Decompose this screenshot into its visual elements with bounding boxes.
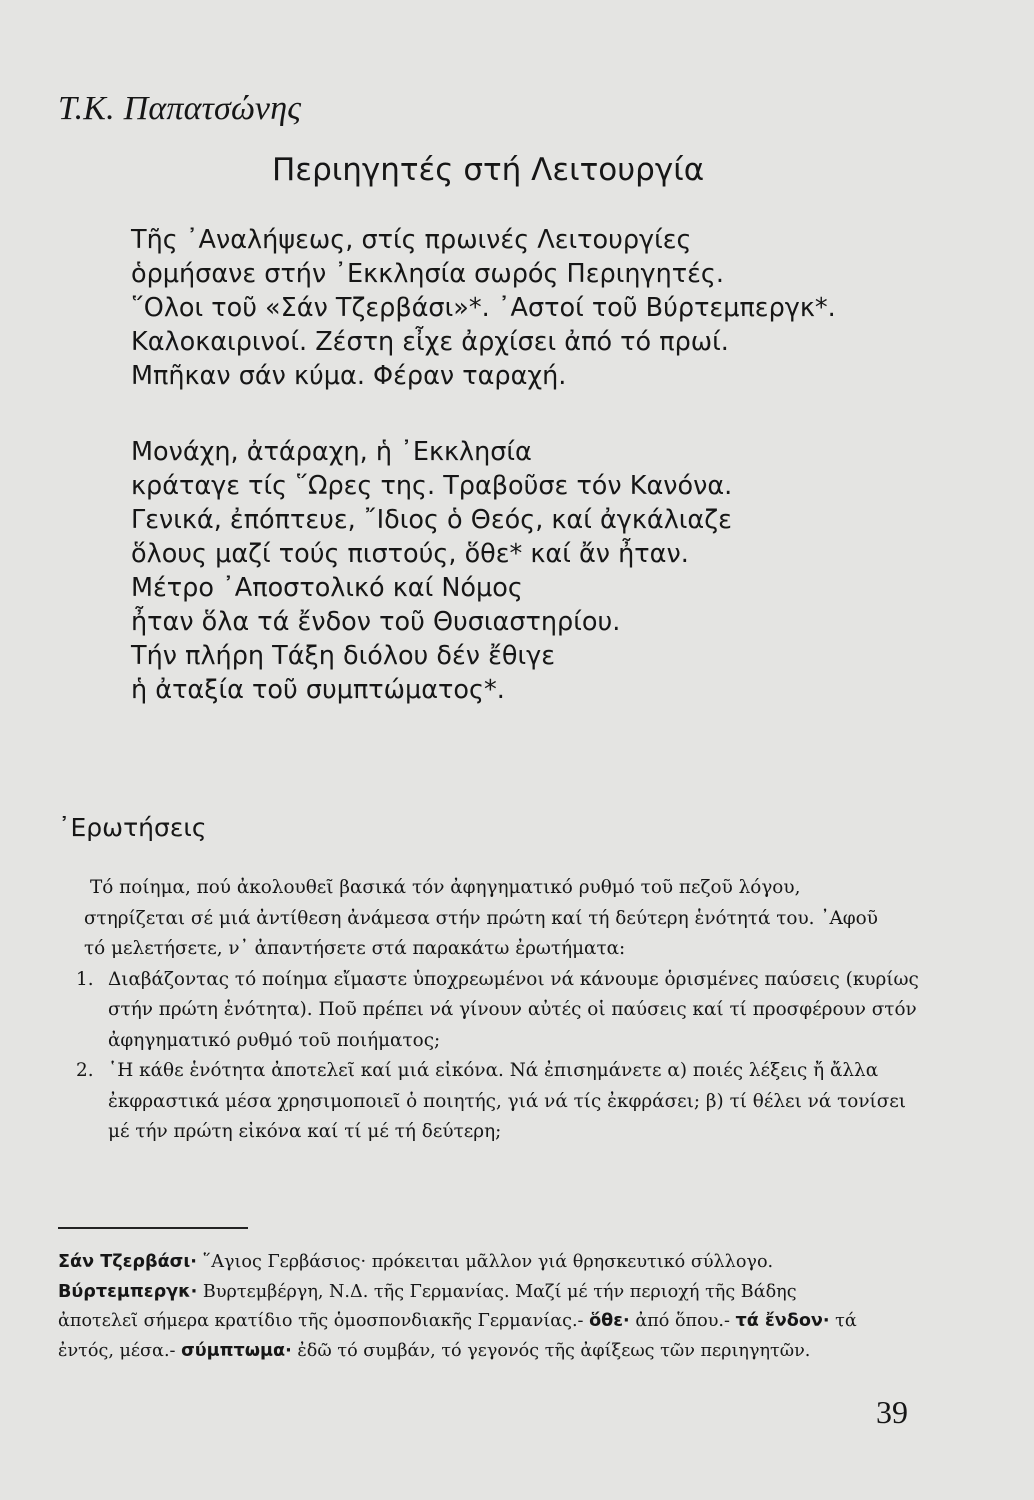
footnote-definition: Βυρτεμβέργη, Ν.Δ. τῆς Γερμανίας. Μαζί μέ τήν περιοχή τῆς Βάδης [197,1281,797,1302]
footnotes [58,1248,898,1366]
question-line: ἐκφραστικά μέσα χρησιμοποιεῖ ὁ ποιητής, γιά νά τίς ἐκφράσει; β) τί θέλει νά τονίσει [108,1090,907,1112]
footnote-definition: ἐδῶ τό συμβάν, τό γεγονός τῆς ἀφίξεως τῶν περιηγητῶν. [291,1340,811,1361]
poem-line: Τήν πλήρη Τάξη διόλου δέν ἔθιγε [131,641,556,671]
poem-line: Καλοκαιρινοί. Ζέστη εἶχε ἀρχίσει ἀπό τό πρωί. [131,327,729,357]
poem-line: Μονάχη, ἀτάραχη, ἡ ᾿Εκκλησία [131,437,532,467]
poem-line: ῞Ολοι τοῦ «Σάν Τζερβάσι»*. ᾿Αστοί τοῦ Βύρτεμπεργκ*. [131,293,836,323]
footnote-term: Βύρτεμπεργκ· [58,1281,198,1302]
intro-line: τό μελετήσετε, ν᾿ ἀπαντήσετε στά παρακάτω ἐρωτήματα: [84,938,626,959]
footnote-line [58,1307,898,1337]
question-line: μέ τήν πρώτη εἰκόνα καί τί μέ τή δεύτερη; [108,1121,502,1142]
poem-line: Μπῆκαν σάν κύμα. Φέραν ταραχή. [131,361,567,391]
poem-line: Μέτρο ᾿Αποστολικό καί Νόμος [131,573,523,603]
footnote-definition: ἀποτελεῖ σήμερα κρατίδιο τῆς ὁμοσπονδιακῆς Γερμανίας.- [58,1311,590,1331]
footnote-divider [58,1227,248,1229]
question-line: Διαβάζοντας τό ποίημα εἴμαστε ὑποχρεωμένοι νά κάνουμε ὁρισμένες παύσεις (κυρίως [108,968,919,990]
footnote-line [58,1337,898,1367]
footnote-term: Σάν Τζερβάσι· [58,1252,197,1272]
poem-line: ἦταν ὅλα τά ἔνδον τοῦ Θυσιαστηρίου. [131,607,621,637]
poem-author: Τ.Κ. Παπατσώνης [58,90,302,127]
question-2 [76,1056,914,1148]
footnote-definition: ἐντός, μέσα.- [58,1340,182,1361]
poem-line: Τῆς ᾿Αναλήψεως, στίς πρωινές Λειτουργίες [131,225,692,255]
poem-line: ἡ ἀταξία τοῦ συμπτώματος*. [131,675,505,705]
questions-intro [84,873,914,965]
poem-line: Γενικά, ἐπόπτευε, ῎Ιδιος ὁ Θεός, καί ἀγκάλιαζε [131,505,732,535]
footnote-term: ὅθε· [589,1311,630,1331]
footnote-line [58,1248,898,1278]
question-number: 2. [76,1060,94,1081]
question-line: ἀφηγηματικό ρυθμό τοῦ ποιήματος; [108,1029,441,1051]
poem-line: ὅλους μαζί τούς πιστούς, ὅθε* καί ἄν ἦταν. [131,539,689,569]
footnote-term: σύμπτωμα· [181,1340,292,1361]
footnote-term: τά ἔνδον· [735,1311,830,1331]
questions-heading: ᾿Ερωτήσεις [58,813,207,842]
footnote-line [58,1278,898,1308]
question-1 [76,965,919,1057]
question-line: ῾Η κάθε ἑνότητα ἀποτελεῖ καί μιά εἰκόνα. Νά ἐπισημάνετε α) ποιές λέξεις ἤ ἄλλα [108,1060,879,1081]
poem-line: κράταγε τίς ῞Ωρες της. Τραβοῦσε τόν Κανόνα. [131,471,733,501]
footnote-definition: ἀπό ὅπου.- [629,1311,736,1331]
questions-section [76,873,919,1148]
intro-line: Τό ποίημα, πού ἀκολουθεῖ βασικά τόν ἀφηγηματικό ρυθμό τοῦ πεζοῦ λόγου, [90,877,801,898]
page-number: 39 [876,1394,908,1430]
question-number: 1. [76,968,94,990]
poem-line: ὁρμήσανε στήν ᾿Εκκλησία σωρός Περιηγητές. [131,259,724,289]
poem-title: Περιηγητές στή Λειτουργία [272,152,705,188]
footnote-definition: ῞Αγιος Γερβάσιος· πρόκειται μᾶλλον γιά θρησκευτικό σύλλογο. [196,1252,774,1272]
footnote-definition: τά [829,1311,857,1331]
question-line: στήν πρώτη ἑνότητα). Ποῦ πρέπει νά γίνουν αὐτές οἱ παύσεις καί τί προσφέρουν στόν [108,999,917,1020]
poem-stanza-2 [131,435,732,707]
poem-stanza-1 [131,223,836,393]
intro-line: στηρίζεται σέ μιά ἀντίθεση ἀνάμεσα στήν πρώτη καί τή δεύτερη ἑνότητά του. ᾿Αφοῦ [84,907,878,929]
